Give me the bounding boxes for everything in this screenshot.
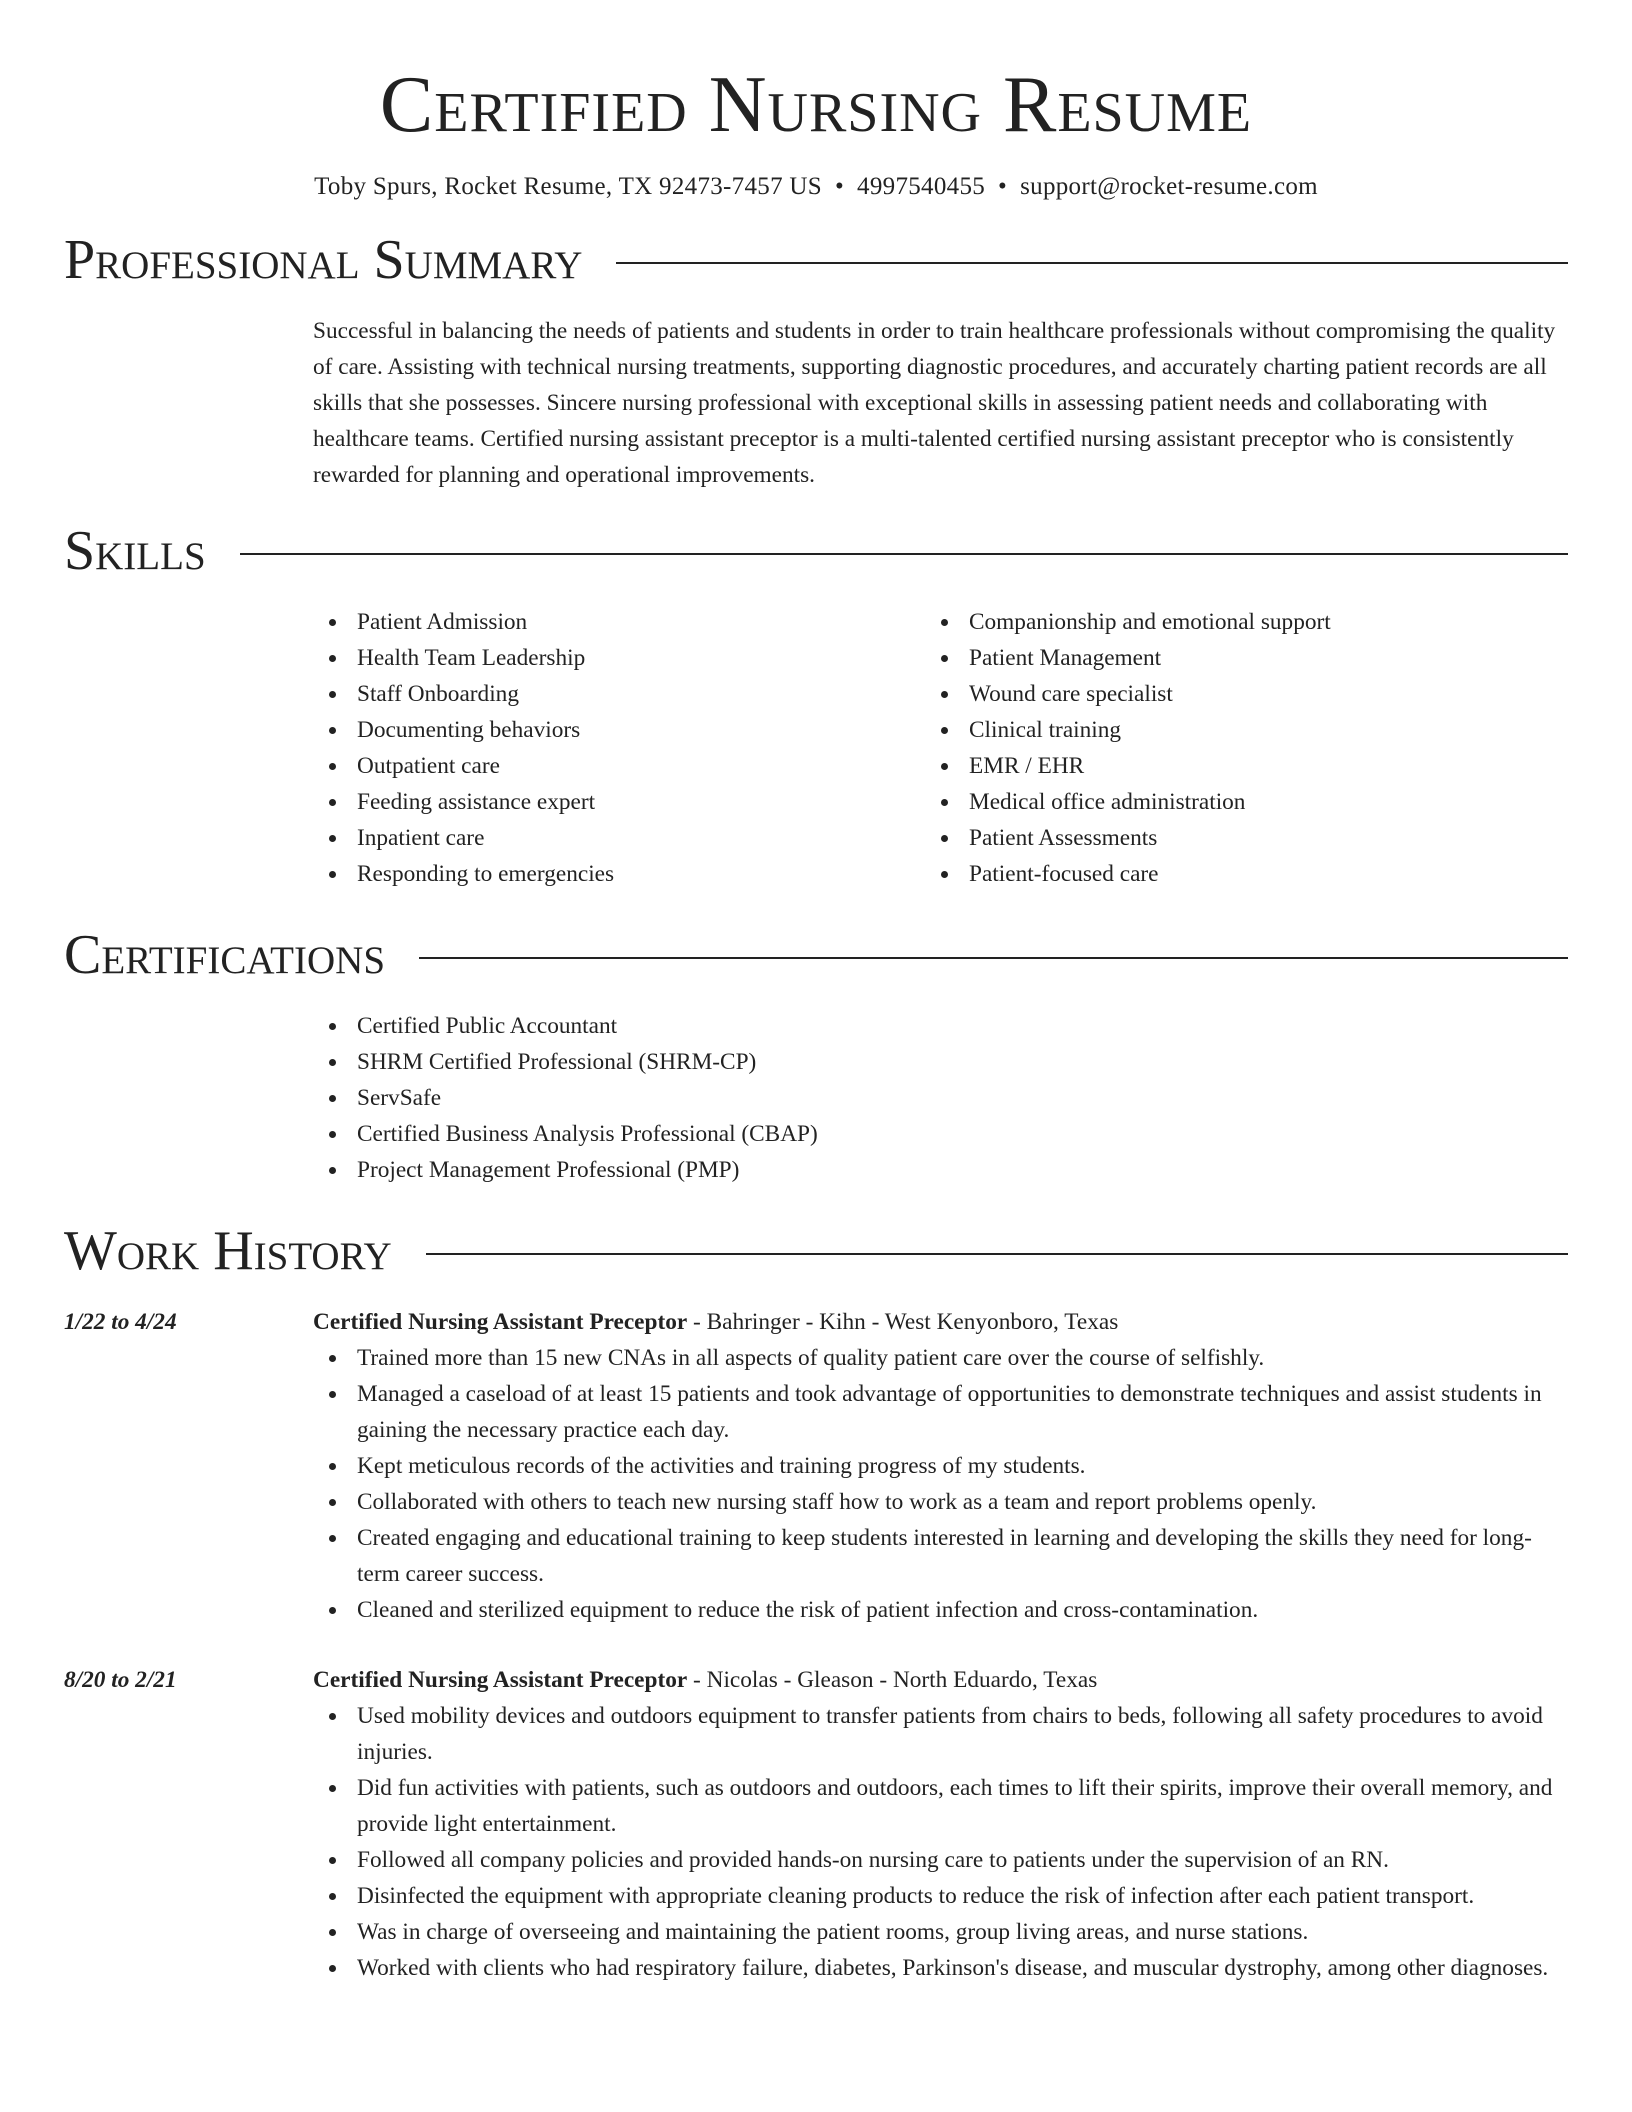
skills-list-right <box>925 604 1537 892</box>
job-entry <box>64 1304 1568 1628</box>
skill-item: Responding to emergencies <box>313 856 925 892</box>
job-bullet: Worked with clients who had respiratory failure, diabetes, Parkinson's disease, and muscular dystrophy, among other diagnoses. <box>313 1950 1568 1986</box>
certification-item: Project Management Professional (PMP) <box>313 1152 1568 1188</box>
certification-item: SHRM Certified Professional (SHRM-CP) <box>313 1044 1568 1080</box>
section-header <box>64 1216 1568 1286</box>
section-title-summary: Professional Summary <box>64 229 583 291</box>
job-title: Certified Nursing Assistant Preceptor <box>313 1309 688 1336</box>
skill-item: Patient Management <box>925 640 1537 676</box>
section-divider <box>419 957 1568 959</box>
job-heading <box>313 1304 1568 1340</box>
skill-item: Outpatient care <box>313 748 925 784</box>
skill-item: Staff Onboarding <box>313 676 925 712</box>
contact-address: Toby Spurs, Rocket Resume, TX 92473-7457 US <box>314 173 822 200</box>
section-divider <box>426 1253 1568 1255</box>
job-bullet: Was in charge of overseeing and maintaining the patient rooms, group living areas, and nurse stations. <box>313 1914 1568 1950</box>
skill-item: Documenting behaviors <box>313 712 925 748</box>
job-dates: 8/20 to 2/21 <box>64 1667 177 1694</box>
skill-item: Patient-focused care <box>925 856 1537 892</box>
skills-column-left <box>313 604 925 892</box>
job-list <box>64 1304 1568 1986</box>
job-employer: - Nicolas - Gleason - North Eduardo, Texas <box>687 1667 1098 1694</box>
skill-item: Medical office administration <box>925 784 1537 820</box>
job-heading <box>313 1662 1568 1698</box>
skill-item: Patient Admission <box>313 604 925 640</box>
contact-phone: 4997540455 <box>857 173 986 200</box>
certifications-section <box>64 920 1568 1188</box>
section-divider <box>240 553 1568 555</box>
summary-section <box>64 225 1568 493</box>
work-history-section <box>64 1216 1568 1986</box>
section-header <box>64 225 1568 295</box>
skill-item: Inpatient care <box>313 820 925 856</box>
certification-item: ServSafe <box>313 1080 1568 1116</box>
job-bullet: Collaborated with others to teach new nursing staff how to work as a team and report problems openly. <box>313 1484 1568 1520</box>
job-title: Certified Nursing Assistant Preceptor <box>313 1667 688 1694</box>
job-entry <box>64 1662 1568 1986</box>
certifications-block <box>313 1008 1568 1188</box>
job-bullet: Cleaned and sterilized equipment to reduce the risk of patient infection and cross-contamination. <box>313 1592 1568 1628</box>
section-header <box>64 516 1568 586</box>
job-details <box>313 1304 1568 1628</box>
job-bullet: Used mobility devices and outdoors equipment to transfer patients from chairs to beds, following all safety procedures to avoid injuries. <box>313 1698 1568 1770</box>
skills-list-left <box>313 604 925 892</box>
section-title-certifications: Certifications <box>64 924 386 987</box>
skill-item: Feeding assistance expert <box>313 784 925 820</box>
skills-section <box>64 516 1568 892</box>
section-divider <box>616 262 1568 264</box>
job-bullet-list <box>313 1340 1568 1628</box>
certification-item: Certified Business Analysis Professional (CBAP) <box>313 1116 1568 1152</box>
contact-separator: • <box>998 173 1008 200</box>
skill-item: Patient Assessments <box>925 820 1537 856</box>
contact-email[interactable]: support@rocket-resume.com <box>1020 173 1318 200</box>
job-bullet: Managed a caseload of at least 15 patients and took advantage of opportunities to demonstrate techniques and assist students in gaining the necessary practice each day. <box>313 1376 1568 1448</box>
job-bullet: Trained more than 15 new CNAs in all aspects of quality patient care over the course of selfishly. <box>313 1340 1568 1376</box>
skill-item: Clinical training <box>925 712 1537 748</box>
job-bullet: Created engaging and educational training to keep students interested in learning and developing the skills they need for long-term career success. <box>313 1520 1568 1592</box>
job-bullet: Kept meticulous records of the activities and training progress of my students. <box>313 1448 1568 1484</box>
skill-item: EMR / EHR <box>925 748 1537 784</box>
section-header <box>64 920 1568 990</box>
certification-item: Certified Public Accountant <box>313 1008 1568 1044</box>
section-title-work-history: Work History <box>64 1220 392 1283</box>
skills-grid <box>313 604 1568 892</box>
skills-column-right <box>925 604 1537 892</box>
job-employer: - Bahringer - Kihn - West Kenyonboro, Texas <box>687 1309 1119 1336</box>
contact-separator: • <box>834 173 845 200</box>
skill-item: Companionship and emotional support <box>925 604 1537 640</box>
job-bullet: Followed all company policies and provided hands-on nursing care to patients under the supervision of an RN. <box>313 1842 1568 1878</box>
skill-item: Wound care specialist <box>925 676 1537 712</box>
job-bullet: Disinfected the equipment with appropriate cleaning products to reduce the risk of infection after each patient transport. <box>313 1878 1568 1914</box>
job-bullet: Did fun activities with patients, such as outdoors and outdoors, each times to lift their spirits, improve their overall memory, and provide light entertainment. <box>313 1770 1568 1842</box>
job-details <box>313 1662 1568 1986</box>
skill-item: Health Team Leadership <box>313 640 925 676</box>
job-dates: 1/22 to 4/24 <box>64 1309 177 1336</box>
section-title-skills: Skills <box>64 520 206 583</box>
summary-text: Successful in balancing the needs of patients and students in order to train healthcare professionals without compromising the quality of care. Assisting with technical nursing treatments, supporting diagnostic procedures, and accurately charting patient records are all skills that she possesses. Sincere nursing professional with exceptional skills in assessing patient needs and collaborating with healthcare teams. Certified nursing assistant preceptor is a multi-talented certified nursing assistant preceptor who is consistently rewarded for planning and operational improvements. <box>313 318 1556 488</box>
resume-name: Certified Nursing Resume <box>379 61 1253 149</box>
certifications-list <box>313 1008 1568 1188</box>
job-bullet-list <box>313 1698 1568 1986</box>
contact-line <box>64 173 1568 201</box>
